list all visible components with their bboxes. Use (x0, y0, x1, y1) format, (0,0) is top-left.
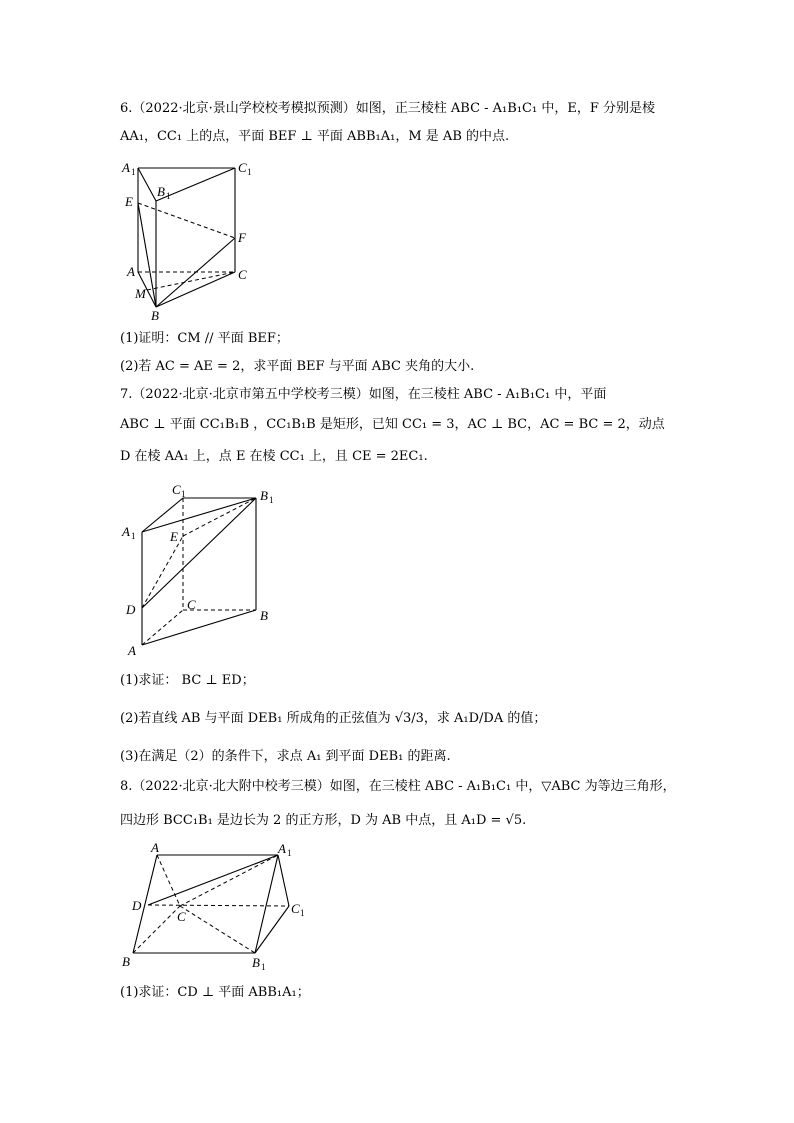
svg-text:1: 1 (247, 167, 252, 177)
problem6-q2: (2)若 AC = AE = 2，求平面 BEF 与平面 ABC 夹角的大小. (120, 359, 475, 374)
problem7-line1: 7.（2022·北京·北京市第五中学校考三模）如图，在三棱柱 ABC - A₁B₁C₁ 中，平面 (120, 387, 607, 402)
label-E: E (125, 194, 133, 209)
problem8-line2: 四边形 BCC₁B₁ 是边长为 2 的正方形，D 为 AB 中点，且 A₁D = √5. (120, 813, 527, 828)
label-C: C (187, 597, 196, 612)
label-B1: B (260, 488, 268, 503)
label-B1: B (252, 955, 260, 970)
label-E: E (170, 529, 178, 544)
label-F: F (238, 230, 246, 245)
problem7-line3: D 在棱 AA₁ 上，点 E 在棱 CC₁ 上，且 CE = 2EC₁. (120, 449, 428, 464)
svg-text:1: 1 (181, 489, 186, 499)
svg-text:1: 1 (166, 191, 171, 201)
label-A1: A (122, 160, 130, 175)
label-A: A (127, 264, 135, 279)
label-B: B (151, 308, 159, 323)
label-M: M (135, 286, 146, 301)
label-C: C (177, 909, 186, 924)
label-C: C (238, 267, 247, 282)
problem6-line2: AA₁，CC₁ 上的点，平面 BEF ⊥ 平面 ABB₁A₁，M 是 AB 的中点. (120, 129, 510, 144)
problem7-q2: (2)若直线 AB 与平面 DEB₁ 所成角的正弦值为 √3/3，求 A₁D/DA 的值； (120, 711, 547, 726)
label-C1: C (291, 901, 300, 916)
label-B1: B (157, 184, 165, 199)
label-C1: C (238, 160, 247, 175)
problem7-q1: (1)求证： BC ⊥ ED； (120, 673, 255, 688)
label-B: B (122, 954, 130, 969)
svg-text:1: 1 (287, 848, 292, 858)
problem7-line2: ABC ⊥ 平面 CC₁B₁B ，CC₁B₁B 是矩形，已知 CC₁ = 3，AC ⊥ BC，AC = BC = 2，动点 (120, 417, 665, 432)
figure-prism-8 (118, 838, 313, 973)
label-C1: C (172, 482, 181, 497)
problem8-q1: (1)求证：CD ⊥ 平面 ABB₁A₁； (120, 985, 310, 1000)
label-A: A (128, 643, 136, 658)
label-D: D (126, 602, 136, 617)
svg-text:1: 1 (131, 531, 136, 541)
figure-prism-6 (118, 152, 258, 327)
problem7-q3: (3)在满足（2）的条件下，求点 A₁ 到平面 DEB₁ 的距离. (120, 749, 451, 764)
figure-prism-7 (120, 478, 285, 660)
label-A: A (151, 840, 159, 855)
svg-text:1: 1 (261, 962, 266, 972)
svg-text:1: 1 (300, 908, 305, 918)
problem6-q1: (1)证明：CM // 平面 BEF； (120, 331, 289, 346)
problem6-line1: 6.（2022·北京·景山学校校考模拟预测）如图，正三棱柱 ABC - A₁B₁C₁ 中，E，F 分别是棱 (120, 101, 655, 116)
label-A1: A (122, 524, 130, 539)
label-D: D (132, 898, 142, 913)
svg-text:1: 1 (131, 167, 136, 177)
label-B: B (260, 608, 268, 623)
problem8-line1: 8.（2022·北京·北大附中校考三模）如图，在三棱柱 ABC - A₁B₁C₁ 中，▽ABC 为等边三角形， (120, 779, 676, 794)
label-A1: A (278, 841, 286, 856)
svg-text:1: 1 (269, 495, 274, 505)
